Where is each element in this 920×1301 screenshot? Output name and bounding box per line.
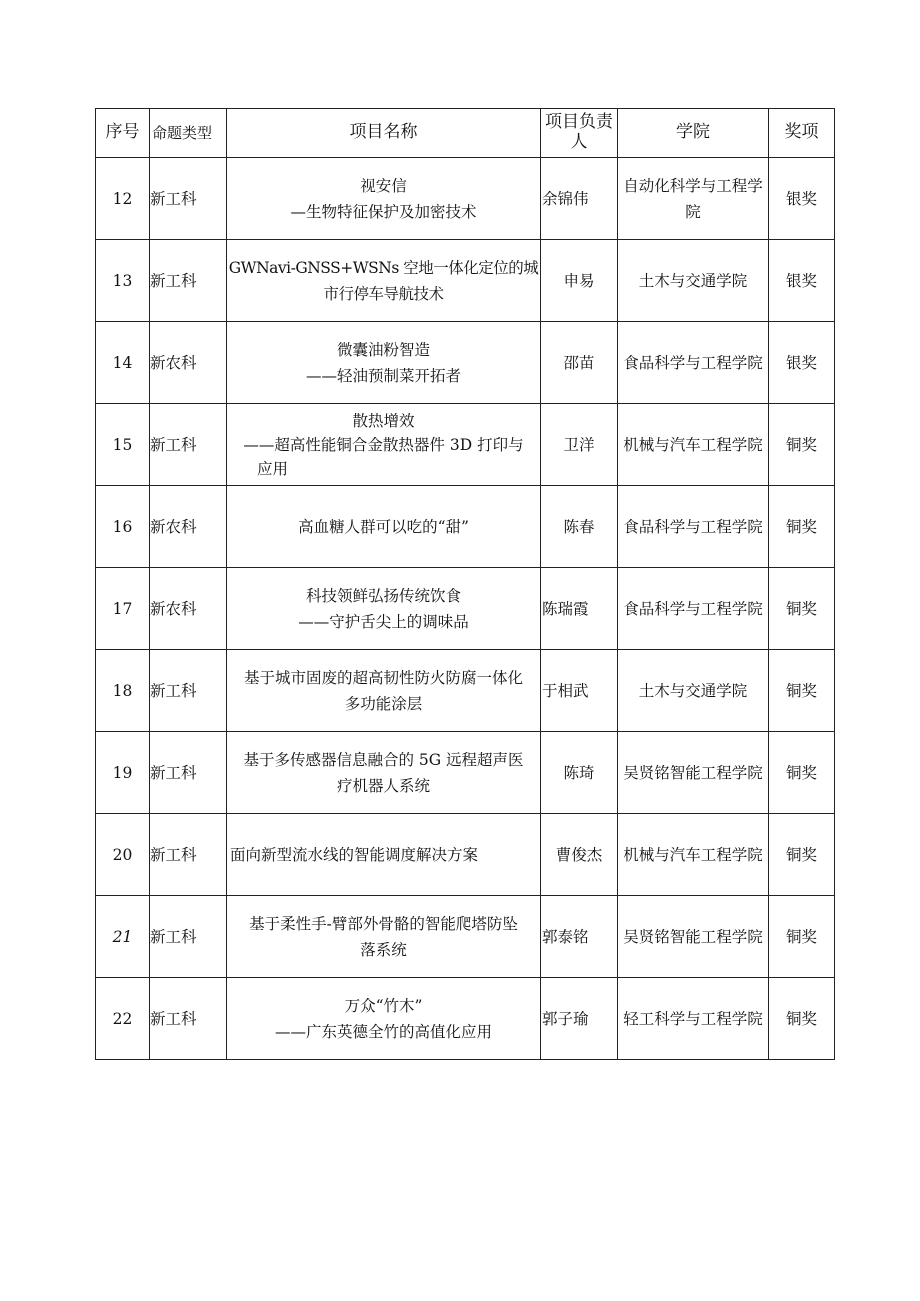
cell-award: 银奖: [769, 240, 835, 322]
cell-no: 21: [96, 896, 150, 978]
cell-college: 吴贤铭智能工程学院: [618, 896, 769, 978]
cell-college: 自动化科学与工程学院: [618, 158, 769, 240]
header-college: 学院: [618, 109, 769, 158]
header-leader: 项目负责人: [541, 109, 618, 158]
cell-award: 铜奖: [769, 814, 835, 896]
cell-leader: 卫洋: [541, 404, 618, 486]
cell-type: 新农科: [150, 568, 227, 650]
cell-no: 15: [96, 404, 150, 486]
project-name-line: GWNavi-GNSS+WSNs 空地一体化定位的城: [228, 258, 539, 277]
table-row: [96, 814, 835, 896]
cell-type: 新工科: [150, 732, 227, 814]
project-name-line: 基于多传感器信息融合的 5G 远程超声医: [243, 750, 524, 769]
cell-project-name: [227, 650, 541, 732]
cell-type: 新农科: [150, 486, 227, 568]
project-name-line: 疗机器人系统: [336, 776, 430, 795]
header-no: 序号: [96, 109, 150, 158]
cell-type: 新工科: [150, 158, 227, 240]
project-name-line: 基于城市固废的超高韧性防火防腐一体化: [243, 668, 523, 687]
project-name-line: 视安信: [360, 176, 407, 195]
cell-no: 22: [96, 978, 150, 1060]
cell-project-name: [227, 814, 541, 896]
cell-college: 土木与交通学院: [618, 650, 769, 732]
cell-college: 机械与汽车工程学院: [618, 404, 769, 486]
cell-leader: 郭泰铭: [541, 896, 618, 978]
cell-college: 食品科学与工程学院: [618, 322, 769, 404]
header-award: 奖项: [769, 109, 835, 158]
table-row: [96, 568, 835, 650]
cell-leader: 邵苗: [541, 322, 618, 404]
cell-project-name: [227, 568, 541, 650]
cell-award: 铜奖: [769, 486, 835, 568]
cell-no: 20: [96, 814, 150, 896]
cell-leader: 申易: [541, 240, 618, 322]
cell-type: 新工科: [150, 240, 227, 322]
cell-project-name: [227, 404, 541, 486]
cell-no: 12: [96, 158, 150, 240]
cell-leader: 于相武: [541, 650, 618, 732]
header-type: 命题类型: [150, 109, 227, 158]
cell-no: 19: [96, 732, 150, 814]
cell-award: 铜奖: [769, 404, 835, 486]
cell-type: 新工科: [150, 978, 227, 1060]
table-row: [96, 978, 835, 1060]
cell-type: 新工科: [150, 814, 227, 896]
cell-project-name: [227, 978, 541, 1060]
cell-leader: 陈瑞霞: [541, 568, 618, 650]
cell-type: 新工科: [150, 404, 227, 486]
header-row: [96, 109, 835, 158]
header-name: 项目名称: [227, 109, 541, 158]
project-name-line: 应用: [257, 459, 289, 478]
project-name-line: 落系统: [360, 940, 407, 959]
project-name-line: 科技领鲜弘扬传统饮食: [305, 586, 461, 605]
cell-project-name: [227, 240, 541, 322]
project-name-line: ——超高性能铜合金散热器件 3D 打印与: [243, 435, 524, 454]
table-row: [96, 896, 835, 978]
project-name-line: ——轻油预制菜开拓者: [305, 366, 461, 385]
table-row: [96, 240, 835, 322]
cell-college: 食品科学与工程学院: [618, 486, 769, 568]
cell-award: 铜奖: [769, 568, 835, 650]
cell-college: 机械与汽车工程学院: [618, 814, 769, 896]
table-row: [96, 404, 835, 486]
awards-table: [95, 108, 835, 1060]
project-name-line: 高血糖人群可以吃的“甜”: [298, 517, 469, 536]
cell-project-name: [227, 896, 541, 978]
cell-type: 新农科: [150, 322, 227, 404]
cell-project-name: [227, 158, 541, 240]
table-row: [96, 486, 835, 568]
cell-award: 铜奖: [769, 978, 835, 1060]
table-row: [96, 732, 835, 814]
table-row: [96, 158, 835, 240]
cell-no: 18: [96, 650, 150, 732]
project-name-line: 万众“竹木”: [344, 996, 423, 1015]
cell-project-name: [227, 322, 541, 404]
cell-leader: 陈琦: [541, 732, 618, 814]
project-name-line: 多功能涂层: [344, 694, 423, 713]
cell-leader: 郭子瑜: [541, 978, 618, 1060]
cell-no: 13: [96, 240, 150, 322]
cell-no: 17: [96, 568, 150, 650]
project-name-line: 微囊油粉智造: [336, 340, 430, 359]
cell-leader: 陈春: [541, 486, 618, 568]
project-name-line: 面向新型流水线的智能调度解决方案: [230, 845, 479, 864]
table-row: [96, 650, 835, 732]
project-name-line: ——守护舌尖上的调味品: [298, 612, 469, 631]
cell-project-name: [227, 486, 541, 568]
cell-college: 土木与交通学院: [618, 240, 769, 322]
project-name-line: 散热增效: [352, 411, 415, 430]
cell-award: 银奖: [769, 158, 835, 240]
cell-college: 吴贤铭智能工程学院: [618, 732, 769, 814]
cell-award: 铜奖: [769, 732, 835, 814]
cell-type: 新工科: [150, 650, 227, 732]
project-name-line: —生物特征保护及加密技术: [290, 202, 477, 221]
cell-no: 16: [96, 486, 150, 568]
cell-leader: 余锦伟: [541, 158, 618, 240]
project-name-line: 基于柔性手-臂部外骨骼的智能爬塔防坠: [249, 914, 518, 933]
cell-no: 14: [96, 322, 150, 404]
cell-type: 新工科: [150, 896, 227, 978]
project-name-line: ——广东英德全竹的高值化应用: [274, 1022, 492, 1041]
cell-award: 铜奖: [769, 896, 835, 978]
cell-college: 轻工科学与工程学院: [618, 978, 769, 1060]
project-name-line: 市行停车导航技术: [323, 284, 444, 303]
cell-award: 银奖: [769, 322, 835, 404]
cell-award: 铜奖: [769, 650, 835, 732]
table-row: [96, 322, 835, 404]
cell-college: 食品科学与工程学院: [618, 568, 769, 650]
cell-project-name: [227, 732, 541, 814]
cell-leader: 曹俊杰: [541, 814, 618, 896]
